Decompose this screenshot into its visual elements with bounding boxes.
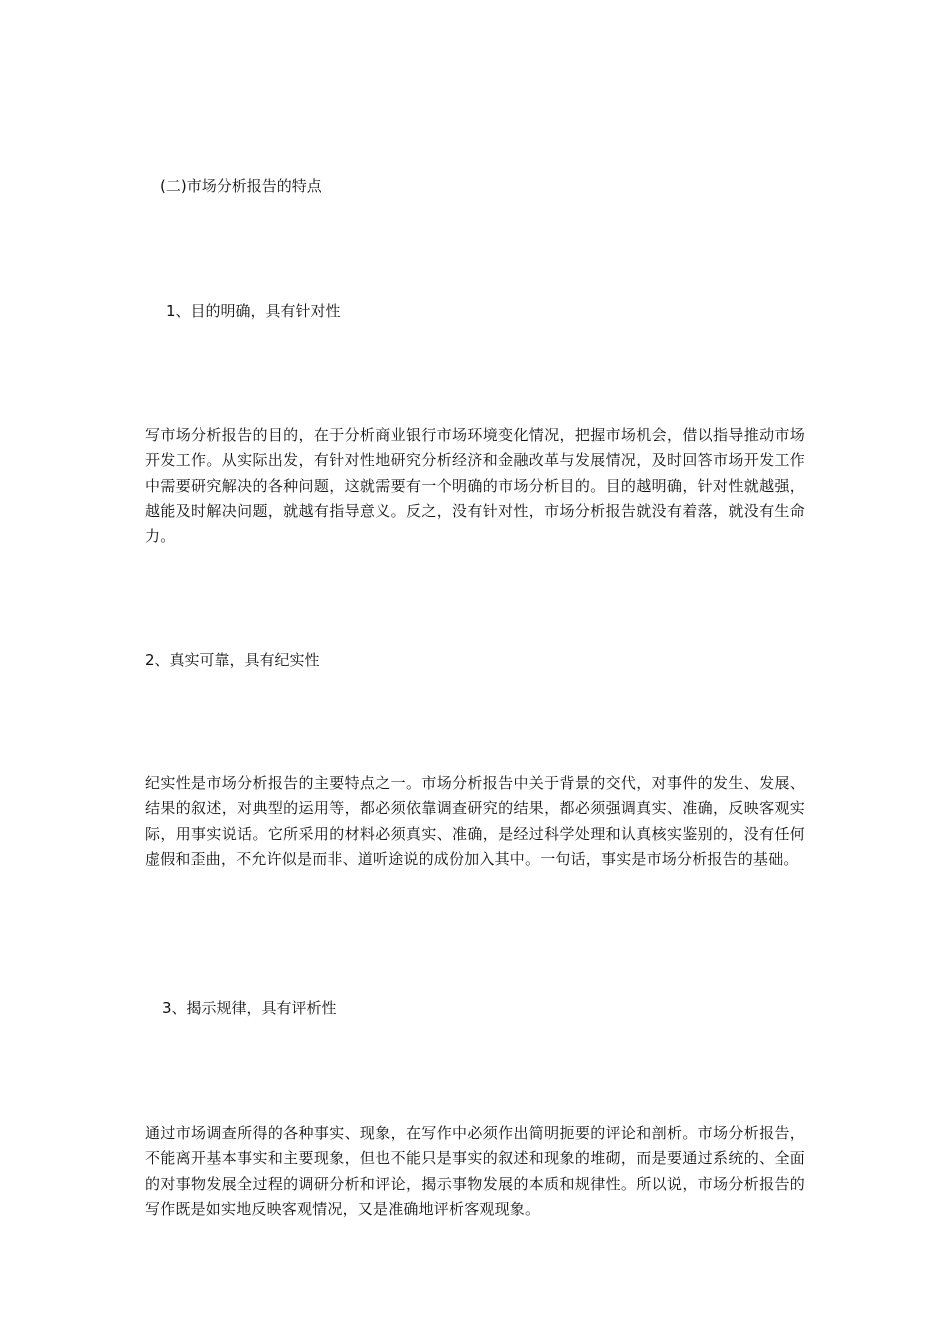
section-title: (二)市场分析报告的特点 <box>160 177 322 195</box>
section-heading-2: 2、真实可靠，具有纪实性 <box>145 651 320 669</box>
section-paragraph-2: 纪实性是市场分析报告的主要特点之一。市场分析报告中关于背景的交代，对事件的发生、发展、结果的叙述，对典型的运用等，都必须依靠调查研究的结果，都必须强调真实、准确，反映客观实际，用事实说话。它所采用的材料必须真实、准确，是经过科学处理和认真核实鉴别的，没有任何虚假和歪曲，不允许似是而非、道听途说的成份加入其中。一句话，事实是市场分析报告的基础。 <box>145 774 805 868</box>
section-heading-1: 1、目的明确，具有针对性 <box>166 302 341 320</box>
section-paragraph-1: 写市场分析报告的目的，在于分析商业银行市场环境变化情况，把握市场机会，借以指导推动市场开发工作。从实际出发，有针对性地研究分析经济和金融改革与发展情况，及时回答市场开发工作中需要研究解决的各种问题，这就需要有一个明确的市场分析目的。目的越明确，针对性就越强，越能及时解决问题，就越有指导意义。反之，没有针对性，市场分析报告就没有着落，就没有生命力。 <box>145 426 805 546</box>
section-paragraph-3: 通过市场调查所得的各种事实、现象，在写作中必须作出简明扼要的评论和剖析。市场分析报告，不能离开基本事实和主要现象，但也不能只是事实的叙述和现象的堆砌，而是要通过系统的、全面的对事物发展全过程的调研分析和评论，揭示事物发展的本质和规律性。所以说，市场分析报告的写作既是如实地反映客观情况，又是准确地评析客观现象。 <box>145 1124 805 1218</box>
section-heading-3: 3、揭示规律，具有评析性 <box>162 999 337 1017</box>
